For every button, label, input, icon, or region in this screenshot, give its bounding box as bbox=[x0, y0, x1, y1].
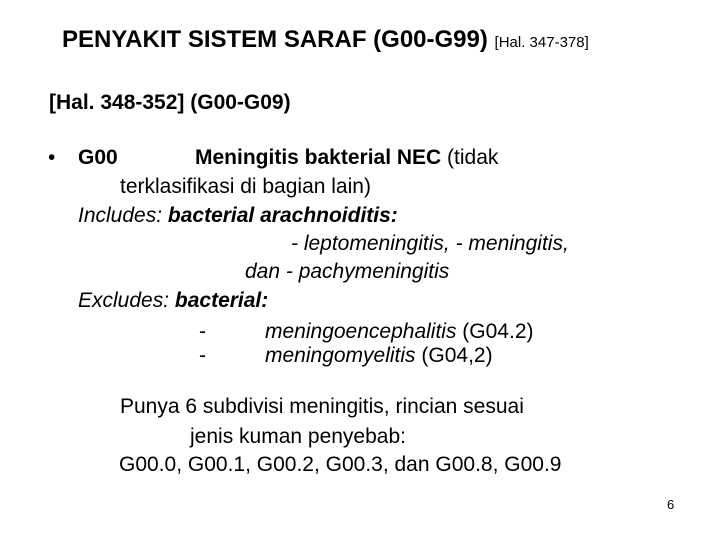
entry-code: G00 bbox=[78, 146, 118, 169]
excludes-item-2 bbox=[265, 344, 493, 368]
excludes-item-term: meningomyelitis bbox=[265, 344, 416, 367]
excludes-item-1 bbox=[265, 320, 534, 344]
excludes-item-code: (G04.2) bbox=[456, 320, 534, 343]
excludes-line bbox=[78, 289, 268, 313]
page-number: 6 bbox=[667, 497, 675, 512]
includes-detail-2: dan - pachymeningitis bbox=[245, 260, 450, 283]
note-line-2: jenis kuman penyebab: bbox=[190, 425, 406, 448]
title-page-ref: [Hal. 347-378] bbox=[494, 34, 589, 51]
section-subheading: [Hal. 348-352] (G00-G09) bbox=[49, 91, 291, 114]
excludes-label: Excludes: bbox=[78, 289, 175, 312]
excludes-dash-1: - bbox=[199, 320, 206, 343]
includes-line bbox=[78, 204, 398, 228]
bullet-marker: • bbox=[48, 146, 56, 169]
excludes-item-term: meningoencephalitis bbox=[265, 320, 457, 343]
excludes-dash-2: - bbox=[199, 344, 206, 367]
includes-term: bacterial arachnoiditis: bbox=[167, 204, 398, 227]
excludes-term: bacterial: bbox=[174, 289, 269, 312]
entry-name bbox=[195, 146, 498, 170]
excludes-item-code: (G04,2) bbox=[415, 344, 493, 367]
entry-name-bold: Meningitis bakterial NEC bbox=[195, 146, 442, 169]
page-title bbox=[62, 26, 589, 54]
title-main: PENYAKIT SISTEM SARAF (G00-G99) bbox=[62, 26, 488, 53]
entry-name-continuation: terklasifikasi di bagian lain) bbox=[120, 175, 371, 198]
includes-detail-1: - leptomeningitis, - meningitis, bbox=[291, 232, 569, 255]
note-line-1: Punya 6 subdivisi meningitis, rincian sesuai bbox=[120, 395, 524, 418]
includes-label: Includes: bbox=[78, 204, 168, 227]
note-line-3: G00.0, G00.1, G00.2, G00.3, dan G00.8, G00.9 bbox=[119, 453, 562, 476]
entry-name-rest: (tidak bbox=[441, 146, 499, 169]
